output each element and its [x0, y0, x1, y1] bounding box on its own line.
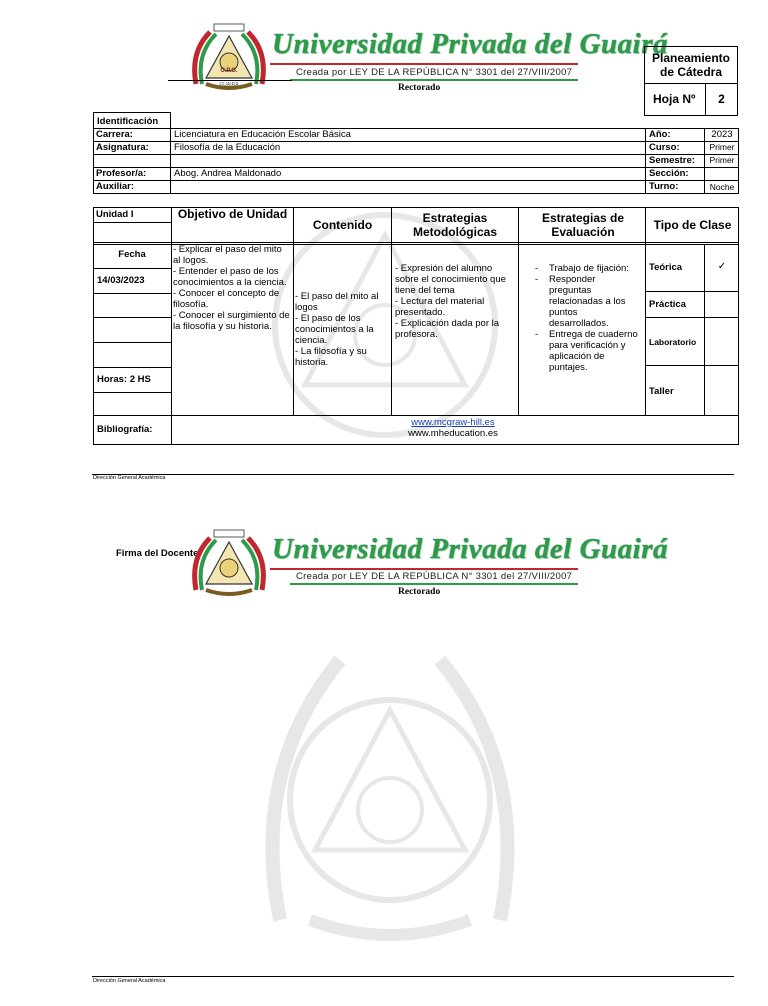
header-green-rule [290, 79, 578, 81]
footer-rule [92, 474, 734, 475]
objetivo-item: - Conocer el surgimiento de la filosofía y su historia. [173, 310, 290, 332]
university-name: Universidad Privada del Guairá [272, 28, 669, 60]
doc-title: Planeamiento de Cátedra [651, 51, 731, 79]
anio-value: 2023 [711, 129, 733, 140]
office-name: Rectorado [398, 587, 441, 597]
carrera-label: Carrera: [96, 129, 133, 140]
logo-text [204, 68, 254, 74]
unit-label: Unidad I [96, 209, 134, 220]
header-red-rule [270, 568, 578, 570]
header-green-rule [290, 583, 578, 585]
watermark-seal-icon [250, 620, 530, 950]
logo-ribbon-text: GUAIRÁ [219, 82, 239, 88]
bib-link-mcgraw[interactable]: www.mcgraw-hill.es [411, 417, 495, 428]
curso-value: Primer [709, 142, 735, 152]
contenido-item: - La filosofía y su historia. [295, 346, 367, 368]
creation-note: Creada por LEY DE LA REPÚBLICA N° 3301 del 27/VIII/2007 [296, 571, 573, 582]
identification-header [93, 112, 171, 129]
contenido-item: - El paso de los conocimientos a la ciencia. [295, 313, 374, 346]
header-red-rule [270, 63, 578, 65]
header-left-rule [168, 80, 292, 81]
header-objetivo: Objetivo de Unidad [177, 207, 288, 221]
turno-value: Noche [709, 182, 735, 192]
objetivo-item: - Conocer el concepto de filosofía. [173, 288, 280, 310]
sheet-number: 2 [718, 92, 725, 106]
contenido-item: - El paso del mito al logos [295, 291, 379, 313]
tipo-taller: Taller [649, 386, 674, 397]
creation-note: Creada por LEY DE LA REPÚBLICA N° 3301 del 27/VIII/2007 [296, 67, 573, 78]
evaluacion-item: - Trabajo de fijación: [533, 263, 639, 274]
bib-links [353, 417, 553, 439]
university-seal-icon [190, 528, 268, 598]
bibliografia-label: Bibliografía: [97, 424, 153, 435]
metodologicas-list [395, 263, 516, 340]
tipo-teorica: Teórica [649, 262, 683, 273]
tipo-teorica-check: ✓ [717, 261, 727, 272]
doc-box [644, 46, 738, 116]
profesor-label: Profesor/a: [96, 168, 147, 179]
contenidos-list [295, 291, 390, 368]
turno-label: Turno: [649, 181, 679, 192]
auxiliar-label: Auxiliar: [96, 181, 135, 192]
semestre-label: Semestre: [649, 155, 695, 166]
objetivos-list [173, 244, 291, 332]
identification-table [93, 112, 739, 194]
sheet-label: Hoja Nº [653, 92, 696, 106]
evaluacion-item: - Responder preguntas relacionadas a los puntos desarrollados. [533, 274, 639, 329]
objetivo-item: - Entender el paso de los conocimientos a la ciencia. [173, 266, 287, 288]
header-estrategias-met: Estrategias Metodológicas [412, 211, 497, 239]
logo-ribbon [205, 82, 253, 88]
footer-direction: Dirección General Académica [93, 978, 166, 984]
signature-label: Firma del Docente: [116, 548, 202, 559]
carrera-value: Licenciatura en Educación Escolar Básica [174, 129, 351, 140]
semestre-value: Primer [709, 155, 735, 165]
fecha-value: 14/03/2023 [97, 275, 145, 286]
plan-table [93, 207, 739, 445]
header-logo [190, 528, 268, 598]
metodologica-item: - Expresión del alumno sobre el conocimiento que tiene del tema [395, 263, 506, 296]
header-tipo-clase: Tipo de Clase [653, 218, 732, 232]
header-contenido: Contenido [312, 218, 373, 232]
evaluacion-item: - Entrega de cuaderno para verificación y aplicación de puntajes. [533, 329, 639, 373]
seccion-label: Sección: [649, 168, 689, 179]
metodologica-item: - Lectura del material presentado. [395, 296, 485, 318]
identification-label: Identificación [97, 116, 159, 127]
tipo-practica: Práctica [649, 299, 686, 310]
university-name: Universidad Privada del Guairá [272, 533, 669, 565]
curso-label: Curso: [649, 142, 680, 153]
tipo-laboratorio: Laboratorio [649, 337, 697, 347]
objetivo-item: - Explicar el paso del mito al logos. [173, 244, 282, 266]
profesor-value: Abog. Andrea Maldonado [174, 168, 282, 179]
asignatura-value: Filosofía de la Educación [174, 142, 281, 153]
evaluacion-list [533, 263, 639, 373]
logo-initials: U.P.G. [220, 68, 238, 74]
asignatura-label: Asignatura: [96, 142, 149, 153]
metodologica-item: - Explicación dada por la profesora. [395, 318, 500, 340]
header-estrategias-eval: Estrategias de Evaluación [541, 211, 625, 239]
fecha-label: Fecha [118, 249, 146, 260]
bib-link-mheducation: www.mheducation.es [408, 428, 498, 439]
footer-direction: Dirección General Académica [93, 475, 166, 481]
horas-label: Horas: 2 HS [97, 374, 151, 385]
footer-rule [92, 976, 734, 977]
anio-label: Año: [649, 129, 671, 140]
office-name: Rectorado [398, 83, 441, 93]
